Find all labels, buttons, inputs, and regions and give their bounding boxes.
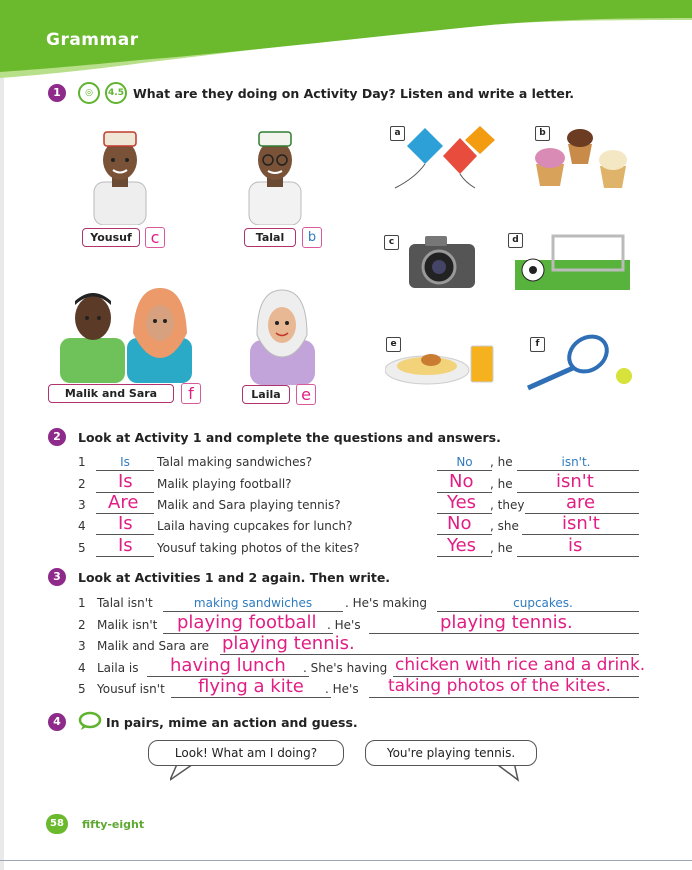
lesson-label: Lesson 3, part 2 xyxy=(518,23,638,49)
answer-end: isn't. xyxy=(561,455,591,469)
answer-yesno: Yes xyxy=(447,492,477,513)
speech-icon xyxy=(78,711,102,731)
activity-instruction: Look at Activity 1 and complete the questions and answers. xyxy=(78,430,501,445)
sentence-middle: . He's xyxy=(327,618,361,632)
section-title: Grammar xyxy=(46,30,139,50)
sentence-lead: Yousuf isn't xyxy=(97,682,165,696)
speech-bubble-1: Look! What am I doing? xyxy=(148,740,344,766)
name-label-talal: Talal xyxy=(244,228,296,247)
kites-image xyxy=(385,118,500,190)
answer-yesno: No xyxy=(456,455,473,469)
pronoun-text: , he xyxy=(490,541,513,555)
answer-part-2: cupcakes. xyxy=(513,596,573,610)
answer-box-malik-and-sara[interactable]: f xyxy=(181,383,201,404)
answer-box-laila[interactable]: e xyxy=(296,384,316,405)
row-number: 3 xyxy=(78,639,86,653)
row-number: 1 xyxy=(78,596,86,610)
row-number: 4 xyxy=(78,661,86,675)
answer-part-1: playing football xyxy=(177,612,317,633)
bottom-divider xyxy=(0,860,692,861)
answer-end: are xyxy=(566,492,596,513)
answer-yesno: No xyxy=(447,513,472,534)
answer-part-2: playing tennis. xyxy=(440,612,573,633)
question-text: Yousuf taking photos of the kites? xyxy=(157,541,360,555)
answer-verb: Is xyxy=(120,455,130,469)
answer-end: isn't xyxy=(556,471,594,492)
row-number: 5 xyxy=(78,682,86,696)
answer-verb: Is xyxy=(118,513,133,534)
person-talal-image xyxy=(235,120,315,225)
row-number: 3 xyxy=(78,498,86,512)
sentence-middle: . He's xyxy=(325,682,359,696)
sentence-lead: Talal isn't xyxy=(97,596,153,610)
activity-instruction: Look at Activities 1 and 2 again. Then write. xyxy=(78,570,391,585)
answer-box-yousuf[interactable]: c xyxy=(145,227,165,248)
question-text: Malik playing football? xyxy=(157,477,292,491)
name-label-yousuf: Yousuf xyxy=(82,228,140,247)
pronoun-text: , he xyxy=(490,477,513,491)
answer-verb: Is xyxy=(118,535,133,556)
row-number: 2 xyxy=(78,477,86,491)
activity-instruction: What are they doing on Activity Day? Listen and write a letter. xyxy=(133,86,574,101)
target-icon: ◎ xyxy=(78,82,100,104)
activity-instruction: In pairs, mime an action and guess. xyxy=(106,715,358,730)
activity-number: 3 xyxy=(48,568,66,586)
listen-track-icon: 4.5 xyxy=(105,82,127,104)
sentence-middle: . She's having xyxy=(303,661,388,675)
sentence-middle: . He's making xyxy=(345,596,427,610)
answer-part-2: chicken with rice and a drink. xyxy=(395,655,646,675)
sentence-lead: Malik and Sara are xyxy=(97,639,210,653)
answer-end: isn't xyxy=(562,513,600,534)
answer-part-1: making sandwiches xyxy=(193,596,313,610)
row-number: 5 xyxy=(78,541,86,555)
picture-label-c: c xyxy=(384,235,399,250)
football-image xyxy=(515,228,630,292)
page-number-words: fifty-eight xyxy=(82,818,145,831)
answer-yesno: Yes xyxy=(447,535,477,556)
answer-part-2: taking photos of the kites. xyxy=(388,676,611,696)
answer-verb: Is xyxy=(118,471,133,492)
answer-blank[interactable] xyxy=(369,696,639,698)
tennis-image xyxy=(518,330,638,394)
page-edge xyxy=(0,0,4,870)
speech-bubble-2: You're playing tennis. xyxy=(365,740,537,766)
answer-verb: Are xyxy=(108,492,139,513)
page-number-badge: 58 xyxy=(46,814,68,834)
camera-image xyxy=(405,232,480,294)
name-label-malik-and-sara: Malik and Sara xyxy=(48,384,174,403)
row-number: 1 xyxy=(78,455,86,469)
sentence-lead: Malik isn't xyxy=(97,618,158,632)
sentence-lead: Laila is xyxy=(97,661,139,675)
answer-part-1: flying a kite xyxy=(198,676,304,697)
answer-end: is xyxy=(568,535,583,556)
question-text: Talal making sandwiches? xyxy=(157,455,313,469)
person-yousuf-image xyxy=(80,120,160,225)
chicken-rice-drink-image xyxy=(385,342,500,387)
activity-number: 1 xyxy=(48,84,66,102)
name-label-laila: Laila xyxy=(242,385,290,404)
pronoun-text: , he xyxy=(490,455,513,469)
person-laila-image xyxy=(245,285,320,385)
activity-number: 4 xyxy=(48,713,66,731)
pronoun-text: , they xyxy=(490,498,525,512)
picture-label-b: b xyxy=(535,126,550,141)
picture-label-a: a xyxy=(390,126,405,141)
picture-label-f: f xyxy=(530,337,545,352)
answer-part-1: playing tennis. xyxy=(222,633,355,654)
person-malik-and-sara-image xyxy=(55,283,200,383)
row-number: 2 xyxy=(78,618,86,632)
picture-label-e: e xyxy=(386,337,401,352)
answer-box-talal[interactable]: b xyxy=(302,227,322,248)
answer-yesno: No xyxy=(449,471,474,492)
row-number: 4 xyxy=(78,519,86,533)
cupcakes-image xyxy=(528,122,638,194)
question-text: Malik and Sara playing tennis? xyxy=(157,498,341,512)
question-text: Laila having cupcakes for lunch? xyxy=(157,519,353,533)
answer-part-1: having lunch xyxy=(170,655,286,676)
picture-label-d: d xyxy=(508,233,523,248)
pronoun-text: , she xyxy=(490,519,519,533)
activity-number: 2 xyxy=(48,428,66,446)
